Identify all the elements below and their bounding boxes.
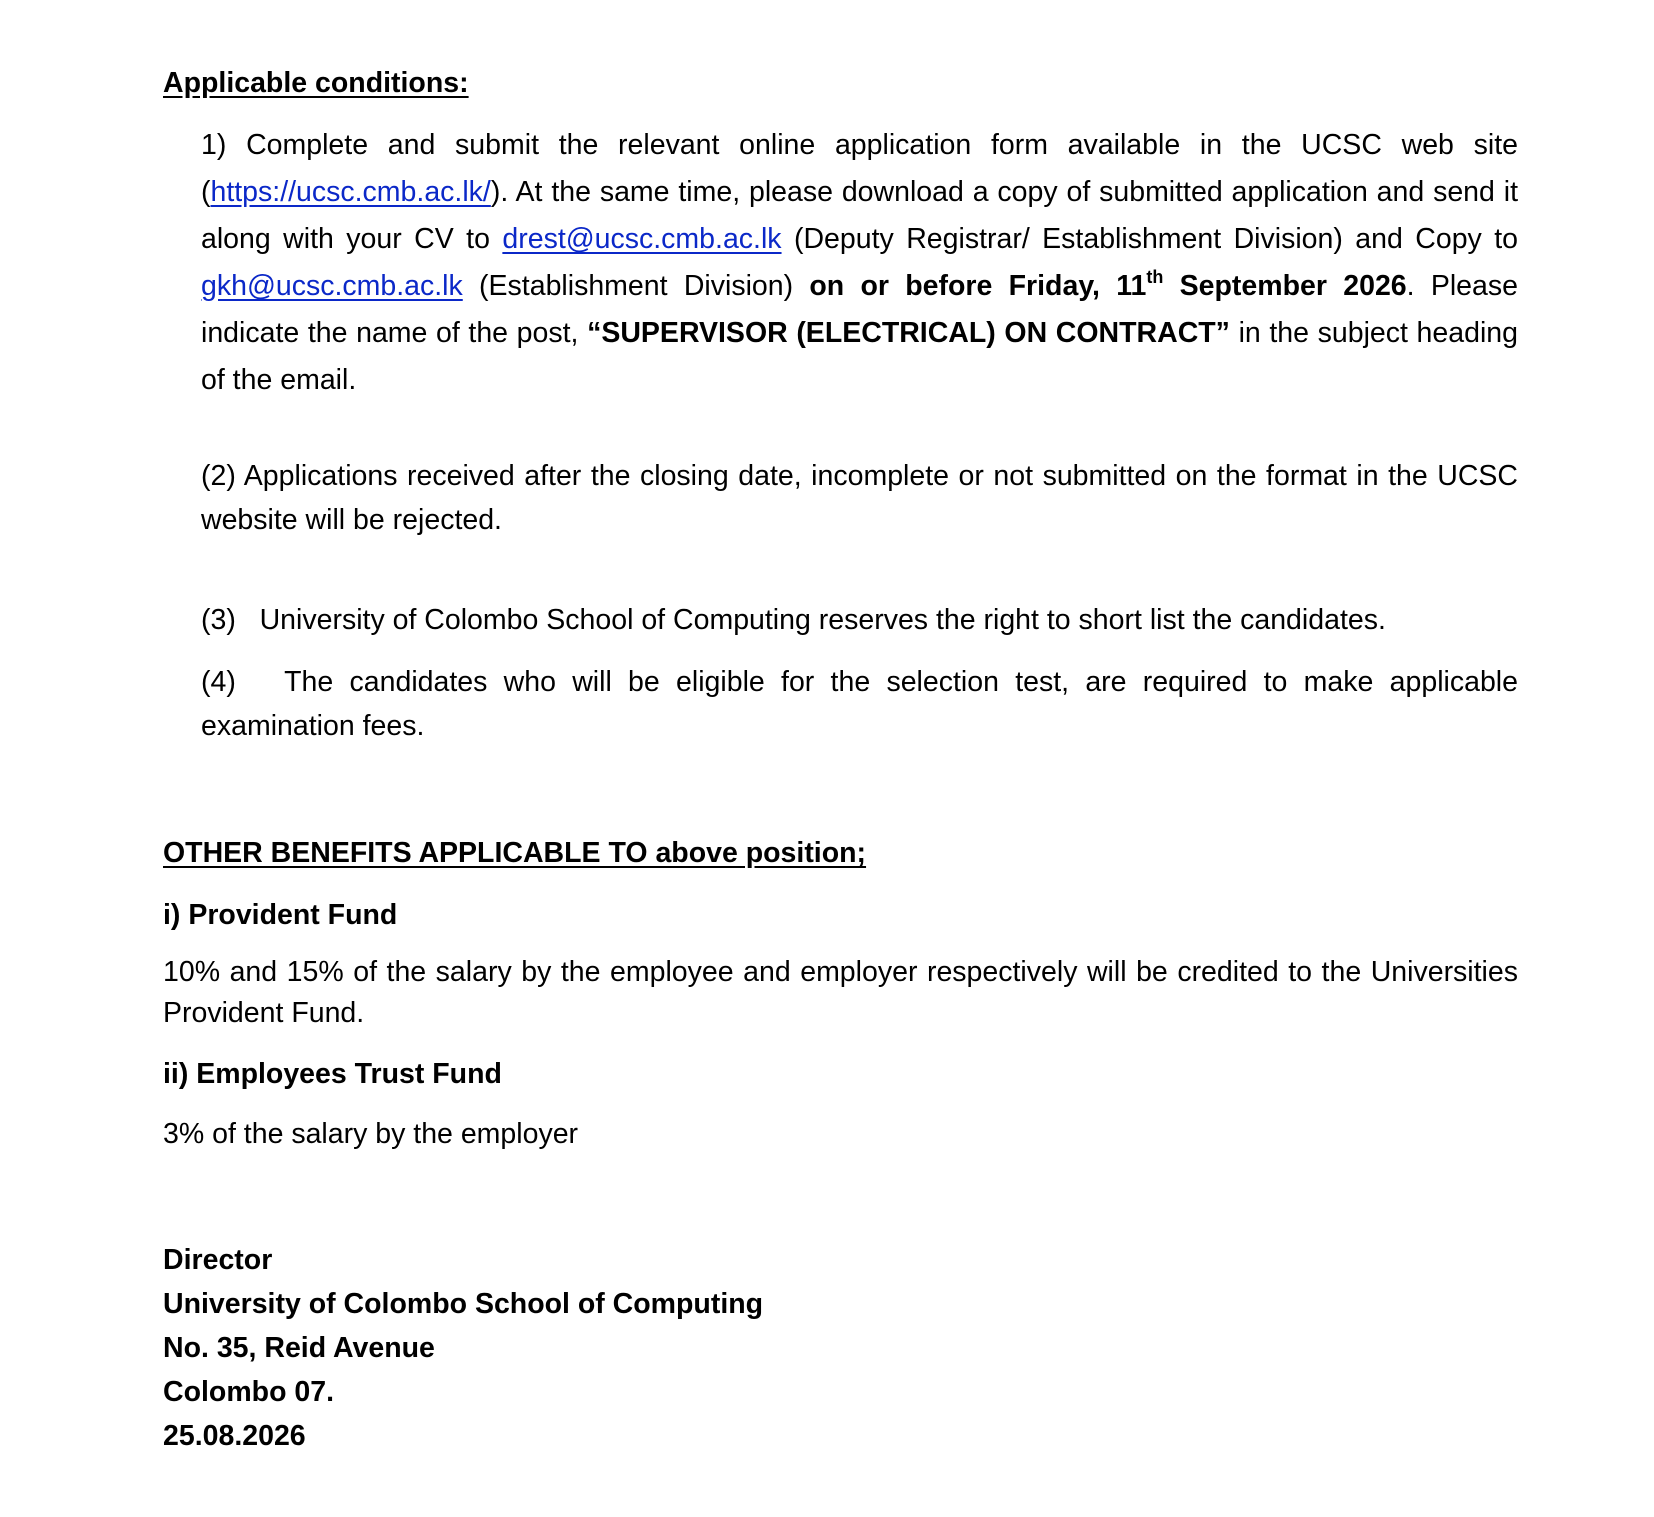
condition-item-4: (4) The candidates who will be eligible for the selection test, are required to make applicable examination fees. xyxy=(201,666,1526,742)
condition-1-text-c: (Deputy Registrar/ Establishment Division) and Copy to xyxy=(781,223,1519,255)
condition-item-2: (2) Applications received after the closing date, incomplete or not submitted on the format in the UCSC website will be rejected. xyxy=(201,460,1518,536)
etf-title: ii) Employees Trust Fund xyxy=(163,1058,502,1090)
signature-block xyxy=(163,1238,763,1458)
deadline-superscript: th xyxy=(1146,267,1164,287)
provident-fund-title: i) Provident Fund xyxy=(163,899,398,931)
benefits-heading: OTHER BENEFITS APPLICABLE TO above position; xyxy=(163,837,867,869)
condition-1-text-f: in the subject heading of the email. xyxy=(201,317,1518,396)
condition-item-3: (3) University of Colombo School of Computing reserves the right to short list the candidates. xyxy=(201,604,1386,636)
signature-address-2: Colombo 07. xyxy=(163,1376,335,1408)
ucsc-website-link[interactable]: https://ucsc.cmb.ac.lk/ xyxy=(210,176,491,208)
signature-org: University of Colombo School of Computing xyxy=(163,1288,764,1320)
condition-1-text-e: . Please indicate the name of the post, xyxy=(201,270,1518,349)
provident-fund-text: 10% and 15% of the salary by the employee and employer respectively will be credited to the Universities Provident Fund. xyxy=(163,956,1518,1029)
deadline-text-b: September 2026 xyxy=(1163,270,1407,302)
signature-title: Director xyxy=(163,1244,273,1276)
condition-1-text-a: 1) Complete and submit the relevant online application form available in the UCSC web site ( xyxy=(201,129,1518,208)
signature-address-1: No. 35, Reid Avenue xyxy=(163,1332,435,1364)
deadline-date xyxy=(809,267,1407,302)
condition-1-text-b: ). At the same time, please download a copy of submitted application and send it along with your CV to xyxy=(201,176,1518,255)
post-name: “SUPERVISOR (ELECTRICAL) ON CONTRACT” xyxy=(587,317,1230,349)
signature-date: 25.08.2026 xyxy=(163,1420,306,1452)
conditions-heading: Applicable conditions: xyxy=(163,67,469,99)
etf-text: 3% of the salary by the employer xyxy=(163,1118,579,1150)
drest-email-link[interactable]: drest@ucsc.cmb.ac.lk xyxy=(502,223,782,255)
condition-1-text-d: (Establishment Division) xyxy=(462,270,810,302)
condition-item-1 xyxy=(201,122,1518,404)
gkh-email-link[interactable]: gkh@ucsc.cmb.ac.lk xyxy=(201,270,463,302)
deadline-text-a: on or before Friday, 11 xyxy=(809,270,1147,302)
